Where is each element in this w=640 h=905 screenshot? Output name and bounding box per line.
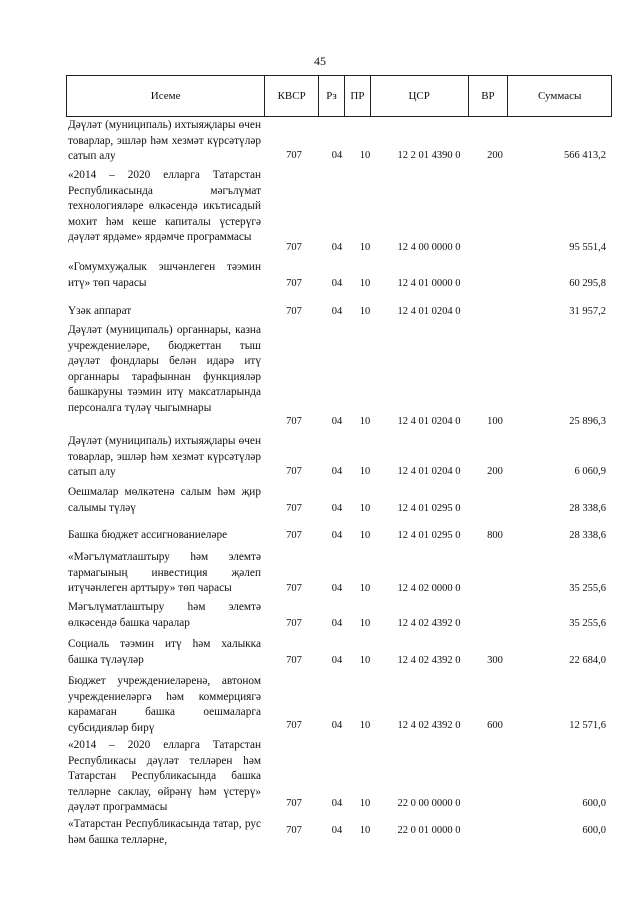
row-pr: 10 [359, 503, 371, 514]
row-vr: 800 [487, 530, 503, 541]
row-rz: 04 [331, 530, 343, 541]
row-kvsr: 707 [286, 720, 302, 731]
row-csr: 12 4 02 4392 0 [397, 720, 461, 731]
row-rz: 04 [331, 720, 343, 731]
row-vr: 600 [487, 720, 503, 731]
row-kvsr: 707 [286, 530, 302, 541]
row-sum: 25 896,3 [569, 416, 606, 427]
row-kvsr: 707 [286, 278, 302, 289]
row-name: Дәүләт (муниципаль) органнары, казна учреждениеләре, бюджеттан тыш дәүләт фондлары белән идарә итү органнары тарафыннан функцияләр башкаруны тәэмин итү максатларында персоналга түләү чыгымнары [68, 324, 261, 414]
row-sum: 31 957,2 [569, 306, 606, 317]
row-sum: 12 571,6 [569, 720, 606, 731]
row-sum: 566 413,2 [564, 150, 606, 161]
row-sum: 35 255,6 [569, 618, 606, 629]
row-pr: 10 [359, 798, 371, 809]
header-csr: ЦСР [371, 76, 469, 116]
row-pr: 10 [359, 720, 371, 731]
row-csr: 12 4 02 4392 0 [397, 655, 461, 666]
row-pr: 10 [359, 530, 371, 541]
row-pr: 10 [359, 416, 371, 427]
row-sum: 60 295,8 [569, 278, 606, 289]
row-name: Башка бюджет ассигнованиеләре [68, 529, 228, 541]
row-vr: 200 [487, 150, 503, 161]
row-name: Бюджет учреждениеләренә, автоном учреждениеләргә һәм коммерциягә карамаган башка оешмаларга субсидияләр бирү [68, 675, 261, 734]
row-rz: 04 [331, 825, 343, 836]
row-csr: 12 4 01 0295 0 [397, 530, 461, 541]
header-vr: ВР [469, 76, 509, 116]
row-kvsr: 707 [286, 503, 302, 514]
row-pr: 10 [359, 306, 371, 317]
row-csr: 12 4 01 0204 0 [397, 466, 461, 477]
page-number: 45 [314, 54, 326, 68]
row-sum: 600,0 [582, 798, 606, 809]
row-name: «Татарстан Республикасында татар, рус һәм башка телләрне, [68, 818, 261, 846]
row-csr: 22 0 01 0000 0 [397, 825, 461, 836]
row-csr: 12 4 01 0204 0 [397, 306, 461, 317]
row-kvsr: 707 [286, 306, 302, 317]
row-name: Дәүләт (муниципаль) ихтыяҗлары өчен товарлар, эшләр һәм хезмәт күрсәтүләр сатып алу [68, 119, 261, 162]
row-kvsr: 707 [286, 416, 302, 427]
header-rz: Рз [319, 76, 345, 116]
row-pr: 10 [359, 466, 371, 477]
row-name: «Гомумхуҗалык эшчәнлеген тәэмин итү» төп чарасы [68, 261, 261, 289]
row-csr: 12 4 00 0000 0 [397, 242, 461, 253]
row-sum: 6 060,9 [574, 466, 606, 477]
row-rz: 04 [331, 503, 343, 514]
row-csr: 22 0 00 0000 0 [397, 798, 461, 809]
row-kvsr: 707 [286, 466, 302, 477]
header-pr: ПР [345, 76, 371, 116]
row-rz: 04 [331, 618, 343, 629]
row-vr: 100 [487, 416, 503, 427]
row-rz: 04 [331, 278, 343, 289]
row-pr: 10 [359, 242, 371, 253]
header-kvsr: КВСР [265, 76, 319, 116]
row-csr: 12 2 01 4390 0 [397, 150, 461, 161]
row-kvsr: 707 [286, 242, 302, 253]
row-rz: 04 [331, 150, 343, 161]
row-csr: 12 4 01 0204 0 [397, 416, 461, 427]
row-kvsr: 707 [286, 825, 302, 836]
row-rz: 04 [331, 466, 343, 477]
row-name: Оешмалар мөлкәтенә салым һәм җир салымы түләү [68, 486, 261, 514]
row-sum: 28 338,6 [569, 503, 606, 514]
row-pr: 10 [359, 583, 371, 594]
row-sum: 35 255,6 [569, 583, 606, 594]
table-header [66, 75, 612, 117]
row-kvsr: 707 [286, 798, 302, 809]
row-vr: 200 [487, 466, 503, 477]
row-kvsr: 707 [286, 655, 302, 666]
row-pr: 10 [359, 278, 371, 289]
row-rz: 04 [331, 798, 343, 809]
row-kvsr: 707 [286, 150, 302, 161]
row-name: Социаль тәэмин итү һәм халыкка башка түләүләр [68, 638, 261, 666]
row-name: Мәгълүматлаштыру һәм элемтә өлкәсендә башка чаралар [68, 601, 261, 629]
row-kvsr: 707 [286, 618, 302, 629]
row-csr: 12 4 01 0295 0 [397, 503, 461, 514]
header-name: Исеме [67, 76, 265, 116]
row-sum: 600,0 [582, 825, 606, 836]
row-vr: 300 [487, 655, 503, 666]
row-rz: 04 [331, 655, 343, 666]
row-pr: 10 [359, 655, 371, 666]
row-rz: 04 [331, 583, 343, 594]
row-rz: 04 [331, 306, 343, 317]
row-csr: 12 4 01 0000 0 [397, 278, 461, 289]
row-name: «Мәгълүматлаштыру һәм элемтә тармагының инвестиция җәлеп итүчәнлеген арттыру» төп чарасы [68, 551, 261, 594]
row-pr: 10 [359, 150, 371, 161]
row-sum: 22 684,0 [569, 655, 606, 666]
row-sum: 95 551,4 [569, 242, 606, 253]
row-name: «2014 – 2020 елларга Татарстан Республикасы дәүләт телләрен һәм Татарстан Республикасында башка телләрне саклау, өйрәнү һәм үстерү» дәүләт программасы [68, 739, 261, 813]
row-pr: 10 [359, 825, 371, 836]
row-name: Үзәк аппарат [68, 305, 132, 317]
row-csr: 12 4 02 4392 0 [397, 618, 461, 629]
row-name: Дәүләт (муниципаль) ихтыяҗлары өчен товарлар, эшләр һәм хезмәт күрсәтүләр сатып алу [68, 435, 261, 478]
row-sum: 28 338,6 [569, 530, 606, 541]
header-sum: Суммасы [537, 90, 582, 102]
row-name: «2014 – 2020 елларга Татарстан Республикасында мәгълүмат технологияләре өлкәсендә икътисадый мохит һәм кеше капиталы үстерүгә дәүләт ярдәме» ярдәмче программасы [68, 169, 261, 243]
row-pr: 10 [359, 618, 371, 629]
row-rz: 04 [331, 416, 343, 427]
row-csr: 12 4 02 0000 0 [397, 583, 461, 594]
row-rz: 04 [331, 242, 343, 253]
row-kvsr: 707 [286, 583, 302, 594]
